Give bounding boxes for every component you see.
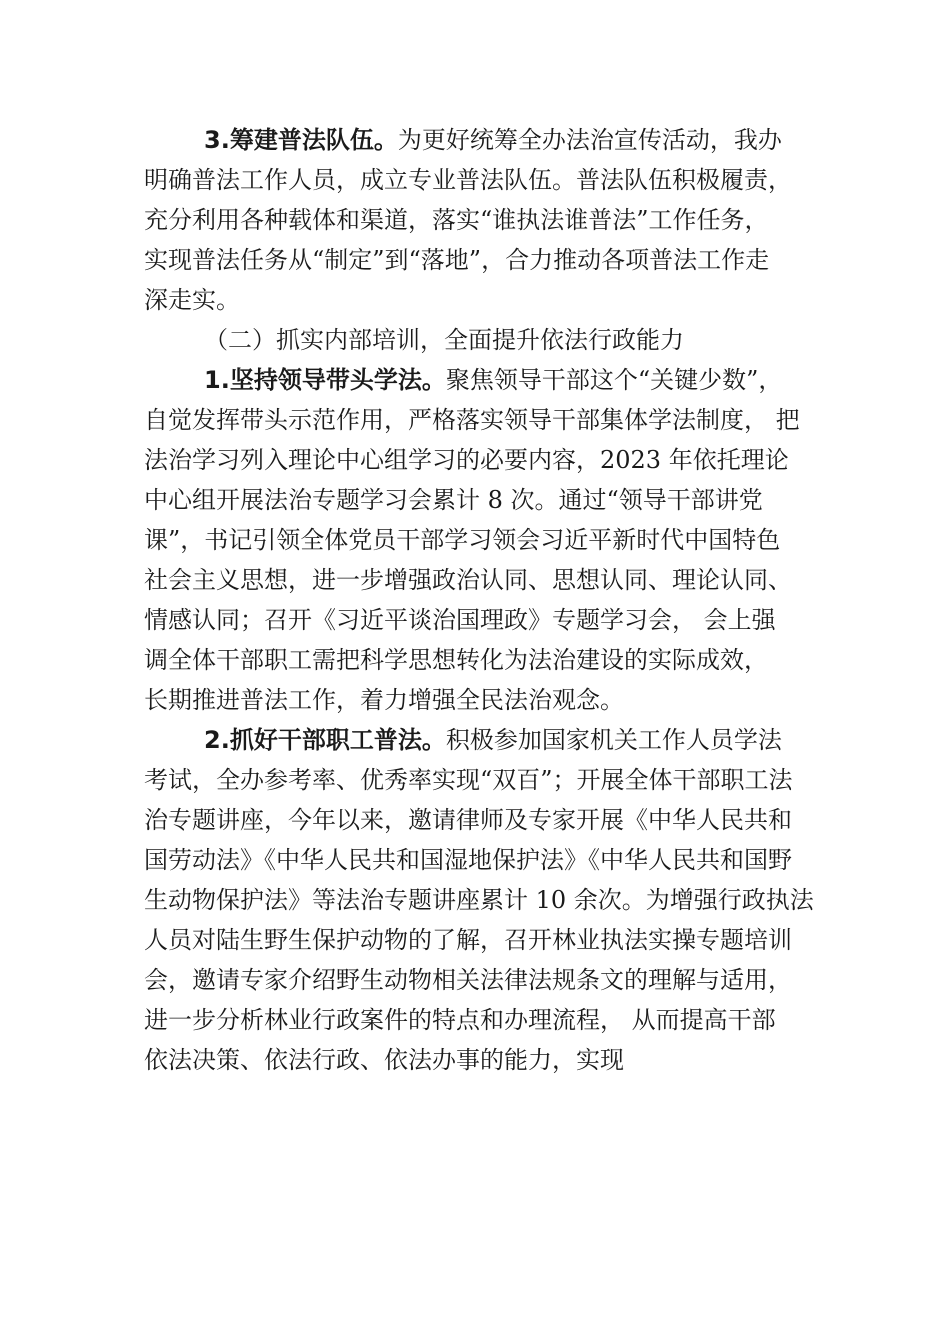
item-heading: 2.抓好干部职工普法。 <box>204 726 446 754</box>
paragraph-line: 人员对陆生野生保护动物的了解，召开林业执法实操专题培训 <box>144 926 792 954</box>
paragraph-line: 调全体干部职工需把科学思想转化为法治建设的实际成效， <box>144 646 768 674</box>
paragraph-text: 积极参加国家机关工作人员学法 <box>445 726 782 754</box>
paragraph-line: 实现普法任务从“制定”到“落地”，合力推动各项普法工作走 <box>144 246 770 274</box>
paragraph-line: 中心组开展法治专题学习会累计 8 次。通过“领导干部讲党 <box>144 486 763 514</box>
paragraph-line: 长期推进普法工作，着力增强全民法治观念。 <box>144 686 624 714</box>
paragraph-line: 进一步分析林业行政案件的特点和办理流程， 从而提高干部 <box>144 1006 776 1034</box>
paragraph-line: 会，邀请专家介绍野生动物相关法律法规条文的理解与适用， <box>144 966 792 994</box>
section-heading: 3.筹建普法队伍。 <box>204 126 398 154</box>
document-body <box>144 120 812 1080</box>
paragraph-first-line <box>144 120 812 160</box>
subsection-title: （二）抓实内部培训，全面提升依法行政能力 <box>204 326 684 354</box>
paragraph-line: 社会主义思想，进一步增强政治认同、思想认同、理论认同、 <box>144 566 792 594</box>
paragraph-line: 生动物保护法》等法治专题讲座累计 10 余次。为增强行政执法 <box>144 886 814 914</box>
paragraph-line: 情感认同；召开《习近平谈治国理政》专题学习会， 会上强 <box>144 606 776 634</box>
paragraph-line: 深走实。 <box>144 286 240 314</box>
paragraph-line: 课”，书记引领全体党员干部学习领会习近平新时代中国特色 <box>144 526 781 554</box>
paragraph-line: 国劳动法》《中华人民共和国湿地保护法》《中华人民共和国野 <box>144 846 792 874</box>
paragraph-first-line <box>144 720 812 760</box>
paragraph-line: 法治学习列入理论中心组学习的必要内容，2023 年依托理论 <box>144 446 789 474</box>
paragraph-first-line <box>144 360 812 400</box>
paragraph-line: 治专题讲座，今年以来，邀请律师及专家开展《中华人民共和 <box>144 806 792 834</box>
paragraph-line: 依法决策、依法行政、依法办事的能力，实现 <box>144 1046 624 1074</box>
paragraph-line: 自觉发挥带头示范作用，严格落实领导干部集体学法制度， 把 <box>144 406 800 434</box>
paragraph-text: 聚焦领导干部这个“关键少数”， <box>445 366 783 394</box>
paragraph-text: 为更好统筹全办法治宣传活动，我办 <box>397 126 782 154</box>
paragraph-line: 充分利用各种载体和渠道，落实“谁执法谁普法”工作任务， <box>144 206 769 234</box>
paragraph-line: 明确普法工作人员，成立专业普法队伍。普法队伍积极履责， <box>144 166 792 194</box>
item-heading: 1.坚持领导带头学法。 <box>204 366 446 394</box>
paragraph-line: 考试，全办参考率、优秀率实现“双百”；开展全体干部职工法 <box>144 766 793 794</box>
